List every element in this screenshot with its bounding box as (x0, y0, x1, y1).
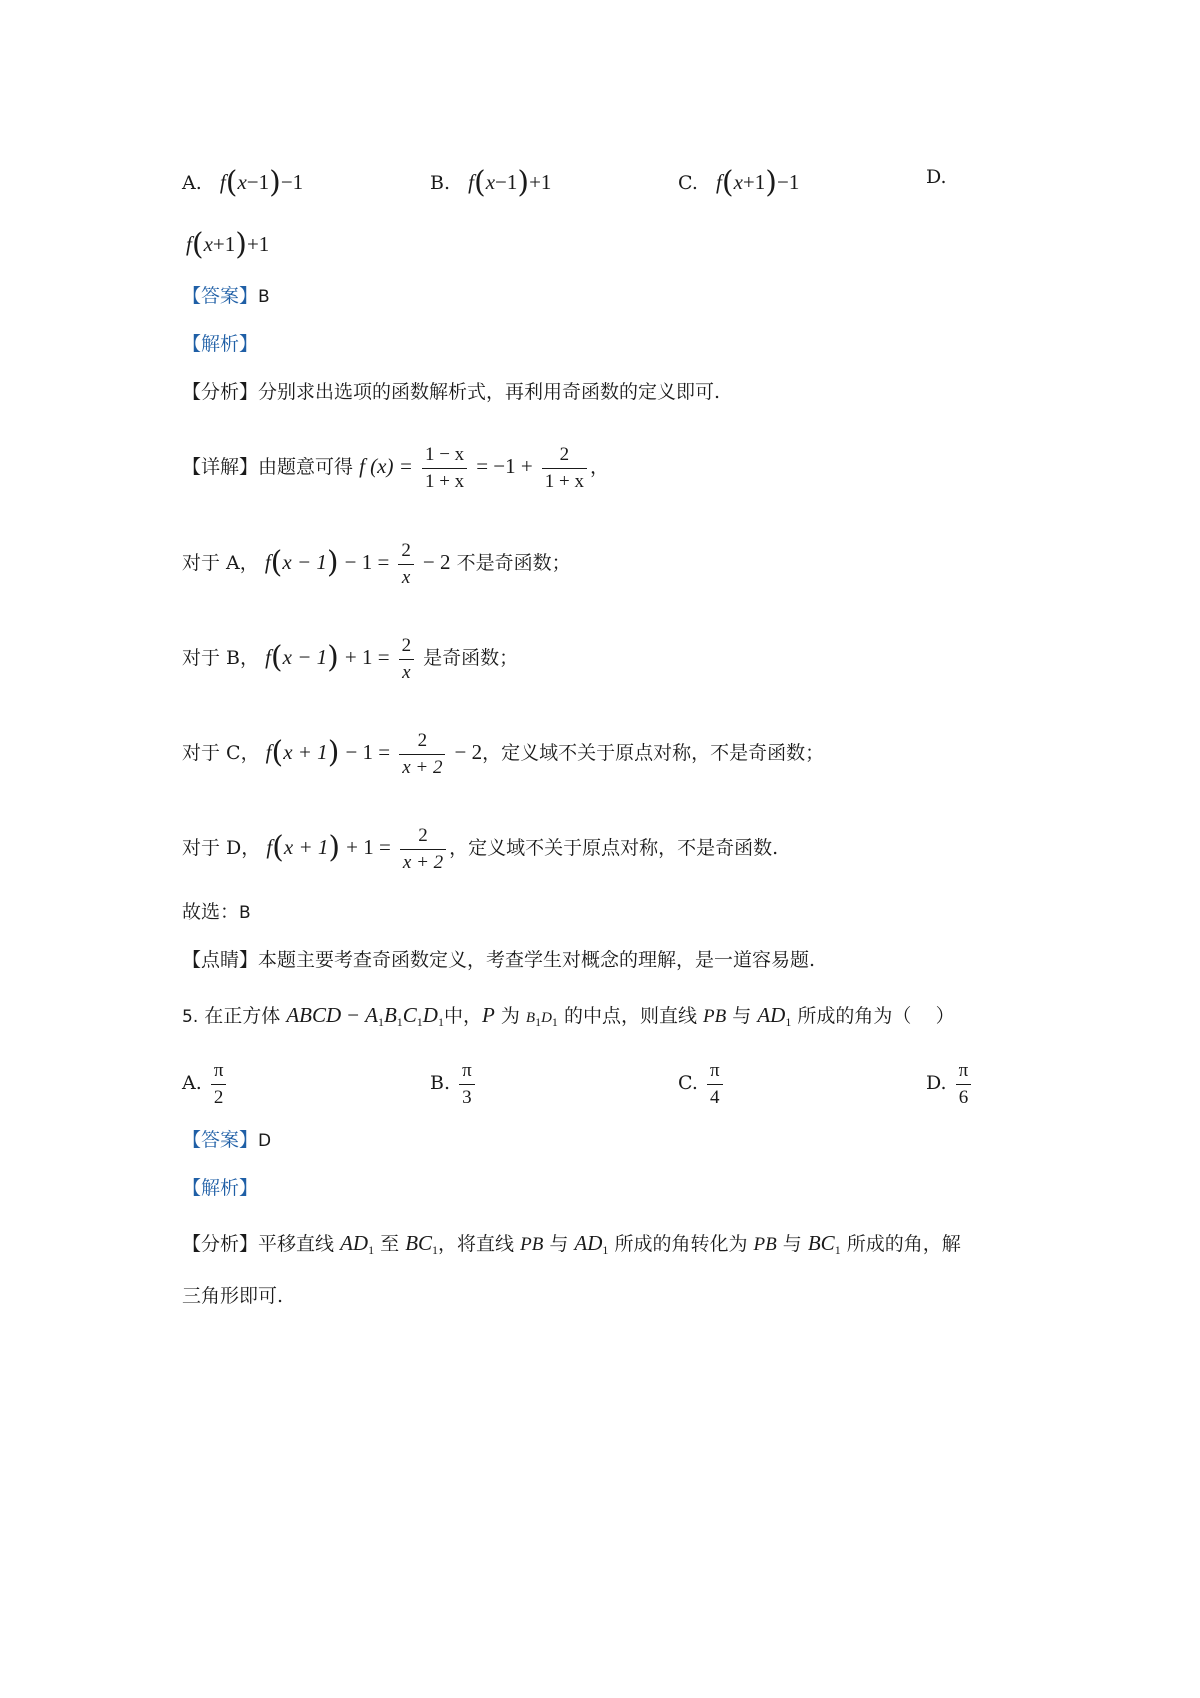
q5-option-b (430, 1058, 478, 1110)
q4-case-b: 对于 B， f(x − 1) + 1 = $\frac{2}{x}$ 是奇函数； (182, 633, 518, 685)
fenxi-text: 所成的角，解 (846, 1233, 961, 1255)
q4-xiangjie (182, 442, 609, 494)
math-b1d1: $B_1D_1$ (525, 1010, 558, 1029)
case-suffix: ，定义域不关于原点对称，不是奇函数. (449, 837, 779, 860)
expr-part: +1 (742, 170, 766, 194)
option-label: A. (182, 172, 202, 194)
q5-option-a (182, 1058, 229, 1110)
math-ad1: $AD_1$ (574, 1231, 609, 1257)
fraction (400, 823, 446, 875)
expr-part: +1 (529, 170, 552, 194)
q5-fenxi-line2 (182, 1287, 283, 1306)
q4-case-d: 对于 D， f(x + 1) + 1 = $\frac{2}{x + 2}$ ，定义域不关于原点对称，不是奇函数. (182, 823, 778, 875)
math-cube: ABCD (286, 1003, 342, 1027)
math-ad1: $AD_1$ (340, 1231, 375, 1257)
fraction-numerator: π (211, 1058, 227, 1085)
expr-part: −1 (280, 170, 304, 194)
option-label: B. (430, 172, 451, 194)
fraction (422, 442, 467, 494)
q5-answer (182, 1131, 271, 1150)
xiangjie-tag: 【详解】 (182, 456, 259, 479)
option-label: B. (430, 1072, 451, 1095)
expr-part: +1 (246, 232, 270, 256)
answer-tag: 【答案】 (182, 285, 259, 307)
var-x: x (237, 170, 247, 194)
q5-stem (182, 1005, 955, 1028)
stem-text: 所成的角为（ (797, 1005, 912, 1027)
stem-text: 在正方体 (204, 1005, 281, 1027)
fraction-numerator: π (956, 1058, 972, 1085)
dianjing-tag: 【点睛】 (182, 949, 259, 971)
fenxi-text: 至 (380, 1233, 400, 1255)
fraction (211, 1058, 227, 1110)
expr-part: −1 (495, 170, 518, 194)
case-suffix: 是奇函数； (423, 647, 519, 670)
math-bc1: $BC_1$ (405, 1231, 439, 1257)
case-suffix: ，定义域不关于原点对称，不是奇函数； (482, 742, 825, 765)
func-symbol: f (219, 170, 226, 194)
math-bc1: $BC_1$ (807, 1231, 841, 1257)
expr-part: +1 (212, 232, 236, 256)
fraction-denominator: x + 2 (402, 756, 443, 778)
option-label: D. (926, 1072, 947, 1095)
expr-part: −1 (246, 170, 270, 194)
fenxi-text: 分别求出选项的函数解析式，再利用奇函数的定义即可. (258, 381, 721, 403)
fraction-numerator: π (459, 1058, 475, 1085)
func-arg: x − 1 (282, 645, 328, 670)
fraction-numerator: 2 (400, 823, 446, 850)
expr-part: + 1 = (344, 645, 390, 670)
question-number: 5. (182, 1007, 199, 1027)
fraction (399, 728, 445, 780)
fenxi-text: 与 (549, 1233, 569, 1255)
q4-answer (182, 287, 270, 306)
fraction-denominator: x (402, 661, 411, 683)
func-symbol: f (468, 170, 474, 194)
fenxi-text: 所成的角转化为 (614, 1233, 748, 1255)
func-symbol: f (265, 740, 272, 765)
fenxi-tag: 【分析】 (182, 1233, 259, 1255)
guxuan-value: B (239, 903, 251, 923)
math-point-p: P (481, 1003, 495, 1027)
fraction-denominator: x + 2 (402, 851, 444, 873)
q4-option-b: B. f(x−1)+1 (430, 165, 552, 200)
punctuation: ， (590, 456, 610, 479)
func-symbol: f (265, 645, 271, 670)
var-x: x (203, 232, 213, 256)
stem-text: 为 (500, 1005, 520, 1027)
expr-part: − 1 = (344, 550, 390, 575)
q4-option-d-label (926, 168, 947, 187)
stem-text: 中， (443, 1005, 482, 1027)
case-prefix: 对于 C， (182, 742, 260, 765)
xiangjie-text: 由题意可得 (258, 456, 354, 479)
case-prefix: 对于 B， (182, 647, 260, 670)
math-cube-prime: $A_1B_1C_1D_1$ (365, 1003, 444, 1029)
q4-option-d-expr: f(x+1)+1 (186, 227, 270, 262)
fraction (707, 1058, 723, 1110)
fraction-numerator: 2 (398, 538, 414, 565)
fenxi-text: 与 (782, 1233, 802, 1255)
fraction-numerator: 2 (399, 728, 445, 755)
expr-part: − 1 = (345, 740, 391, 765)
fraction-denominator: 1 + x (424, 470, 465, 492)
option-label: A. (182, 1072, 202, 1095)
stem-text: 与 (732, 1005, 752, 1027)
expr-part: = −1 + (476, 454, 533, 479)
case-suffix: 不是奇函数； (456, 552, 571, 575)
func-symbol: f (716, 170, 722, 194)
guxuan-text: 故选： (182, 901, 240, 923)
expr-part: − 2 (422, 550, 451, 575)
fraction-numerator: 1 − x (422, 442, 467, 469)
stem-text: 的中点，则直线 (563, 1005, 697, 1027)
func-arg: x + 1 (283, 835, 329, 860)
q5-fenxi (182, 1233, 961, 1256)
q5-option-c (678, 1058, 726, 1110)
fraction-denominator: 1 + x (544, 470, 584, 492)
option-label: D. (926, 166, 947, 188)
option-label: C. (678, 172, 698, 194)
fx-symbol: f (x) = (359, 454, 413, 479)
q4-option-c: C. f(x+1)−1 (678, 165, 800, 200)
q4-case-c: 对于 C， f(x + 1) − 1 = $\frac{2}{x + 2}$ − 2，定义域不关于原点对称，不是奇函数； (182, 728, 824, 780)
q4-dianjing (182, 951, 815, 970)
q4-case-a: 对于 A， f(x − 1) − 1 = $\frac{2}{x}$ − 2 不是奇函数； (182, 538, 571, 590)
fraction-denominator: 3 (462, 1086, 472, 1108)
fenxi-tag: 【分析】 (182, 381, 259, 403)
fraction (398, 538, 414, 590)
func-arg: x − 1 (282, 550, 327, 575)
case-prefix: 对于 D， (182, 837, 261, 860)
expr-part: + 1 = (346, 835, 391, 860)
math-ad1: $AD_1$ (757, 1003, 792, 1029)
var-x: x (485, 170, 496, 194)
math-pb: PB (753, 1234, 777, 1255)
func-symbol: f (186, 232, 192, 256)
option-label: C. (678, 1072, 698, 1095)
fraction-numerator: 2 (399, 633, 415, 660)
dianjing-text: 本题主要考查奇函数定义，考查学生对概念的理解，是一道容易题. (258, 949, 816, 971)
fraction-denominator: 2 (213, 1086, 224, 1108)
fenxi-text: 平移直线 (258, 1233, 335, 1255)
q4-jiexi (182, 335, 258, 354)
q4-option-a: A. f(x−1)−1 (182, 165, 304, 200)
math-pb: PB (520, 1234, 544, 1255)
fraction-denominator: 6 (958, 1086, 969, 1108)
q4-guxuan (182, 903, 251, 922)
answer-value: B (258, 287, 270, 307)
func-symbol: f (264, 550, 271, 575)
expr-part: − 2 (454, 740, 483, 765)
fraction-numerator: 2 (542, 442, 587, 469)
answer-tag: 【答案】 (182, 1129, 259, 1151)
q5-jiexi (182, 1179, 258, 1198)
fraction (399, 633, 415, 685)
fenxi-text: 三角形即可. (182, 1285, 284, 1307)
jiexi-tag: 【解析】 (182, 333, 259, 355)
q4-fenxi (182, 383, 720, 402)
func-arg: x + 1 (283, 740, 328, 765)
math-pb: PB (703, 1006, 727, 1027)
fraction (956, 1058, 972, 1110)
func-symbol: f (266, 835, 273, 860)
fraction (542, 442, 587, 494)
fenxi-text: ，将直线 (438, 1233, 515, 1255)
stem-text: ） (935, 1005, 955, 1027)
fraction (459, 1058, 475, 1110)
fraction-denominator: x (401, 566, 411, 588)
var-x: x (733, 170, 743, 194)
case-prefix: 对于 A， (182, 552, 259, 575)
jiexi-tag: 【解析】 (182, 1177, 259, 1199)
fraction-denominator: 4 (710, 1086, 720, 1108)
q5-option-d (926, 1058, 974, 1110)
fraction-numerator: π (707, 1058, 723, 1085)
answer-value: D (258, 1131, 272, 1151)
expr-part: −1 (776, 170, 800, 194)
math-dash: − (347, 1003, 360, 1027)
